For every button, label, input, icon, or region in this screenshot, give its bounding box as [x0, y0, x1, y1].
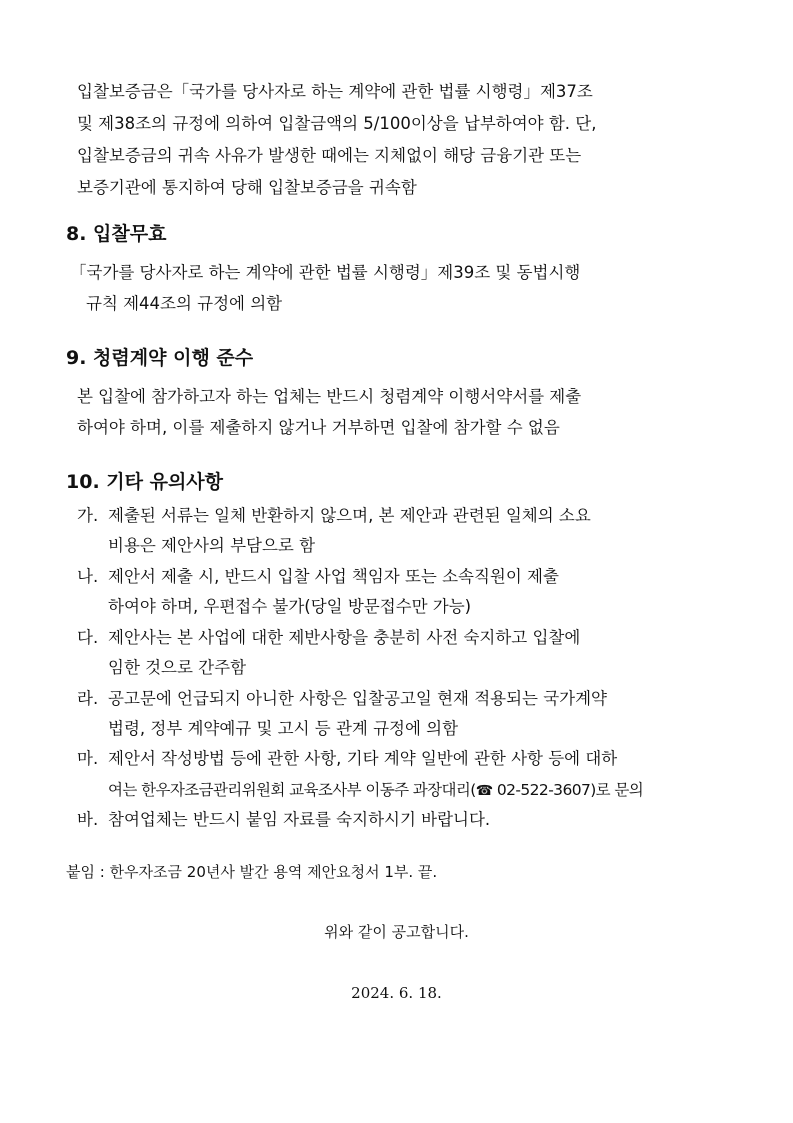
intro-line-3: 입찰보증금의 귀속 사유가 발생한 때에는 지체없이 해당 금융기관 또는	[77, 146, 582, 165]
attachment-note: 붙임 : 한우자조금 20년사 발간 용역 제안요청서 1부. 끝.	[66, 863, 438, 881]
list-item	[77, 628, 580, 648]
section-10-title: 10. 기타 유의사항	[66, 471, 224, 493]
list-item	[77, 749, 617, 769]
list-item-continuation: 임한 것으로 간주함	[108, 658, 247, 677]
list-item-text: 공고문에 언급되지 아니한 사항은 입찰공고일 현재 적용되는 국가계약	[108, 689, 607, 708]
contact-phone-text: 02-522-3607)로 문의	[492, 781, 644, 799]
list-item-continuation: 법령, 정부 계약예규 및 고시 등 관계 규정에 의함	[108, 719, 459, 738]
section-9-title: 9. 청렴계약 이행 준수	[66, 347, 254, 369]
list-marker: 다.	[77, 628, 99, 647]
list-marker: 라.	[77, 689, 99, 708]
list-marker: 바.	[77, 810, 99, 829]
list-item-text: 제안사는 본 사업에 대한 제반사항을 충분히 사전 숙지하고 입찰에	[108, 628, 581, 647]
list-marker: 나.	[77, 567, 99, 586]
section-8-line-1: 「국가를 당사자로 하는 계약에 관한 법률 시행령」제39조 및 동법시행	[70, 263, 581, 282]
section-9-line-2: 하여야 하며, 이를 제출하지 않거나 거부하면 입찰에 참가할 수 없음	[77, 418, 560, 437]
phone-icon: ☎	[475, 783, 493, 799]
list-item-continuation	[108, 780, 643, 801]
list-item	[77, 506, 591, 526]
list-item-text: 제안서 제출 시, 반드시 입찰 사업 책임자 또는 소속직원이 제출	[108, 567, 559, 586]
list-item-continuation: 비용은 제안사의 부담으로 함	[108, 536, 316, 555]
intro-line-1: 입찰보증금은「국가를 당사자로 하는 계약에 관한 법률 시행령」제37조	[77, 82, 593, 101]
list-item-text: 제출된 서류는 일체 반환하지 않으며, 본 제안과 관련된 일체의 소요	[108, 506, 591, 525]
section-8-title: 8. 입찰무효	[66, 223, 167, 245]
section-9-line-1: 본 입찰에 참가하고자 하는 업체는 반드시 청렴계약 이행서약서를 제출	[77, 387, 582, 406]
list-marker: 마.	[77, 749, 99, 768]
section-8-line-2: 규칙 제44조의 규정에 의함	[86, 294, 283, 313]
contact-text: 여는 한우자조금관리위원회 교육조사부 이동주 과장대리(	[108, 781, 476, 799]
list-item	[77, 689, 607, 709]
list-item-text: 참여업체는 반드시 붙임 자료를 숙지하시기 바랍니다.	[108, 810, 491, 829]
list-item	[77, 810, 490, 830]
intro-line-2: 및 제38조의 규정에 의하여 입찰금액의 5/100이상을 납부하여야 함. 단,	[77, 114, 597, 133]
closing-statement: 위와 같이 공고합니다.	[324, 923, 469, 941]
list-item-continuation: 하여야 하며, 우편접수 불가(당일 방문접수만 가능)	[108, 597, 472, 616]
list-item-text: 제안서 작성방법 등에 관한 사항, 기타 계약 일반에 관한 사항 등에 대하	[108, 749, 618, 768]
list-marker: 가.	[77, 506, 99, 525]
list-item	[77, 567, 559, 587]
intro-line-4: 보증기관에 통지하여 당해 입찰보증금을 귀속함	[77, 178, 417, 197]
document-date: 2024. 6. 18.	[351, 984, 442, 1002]
